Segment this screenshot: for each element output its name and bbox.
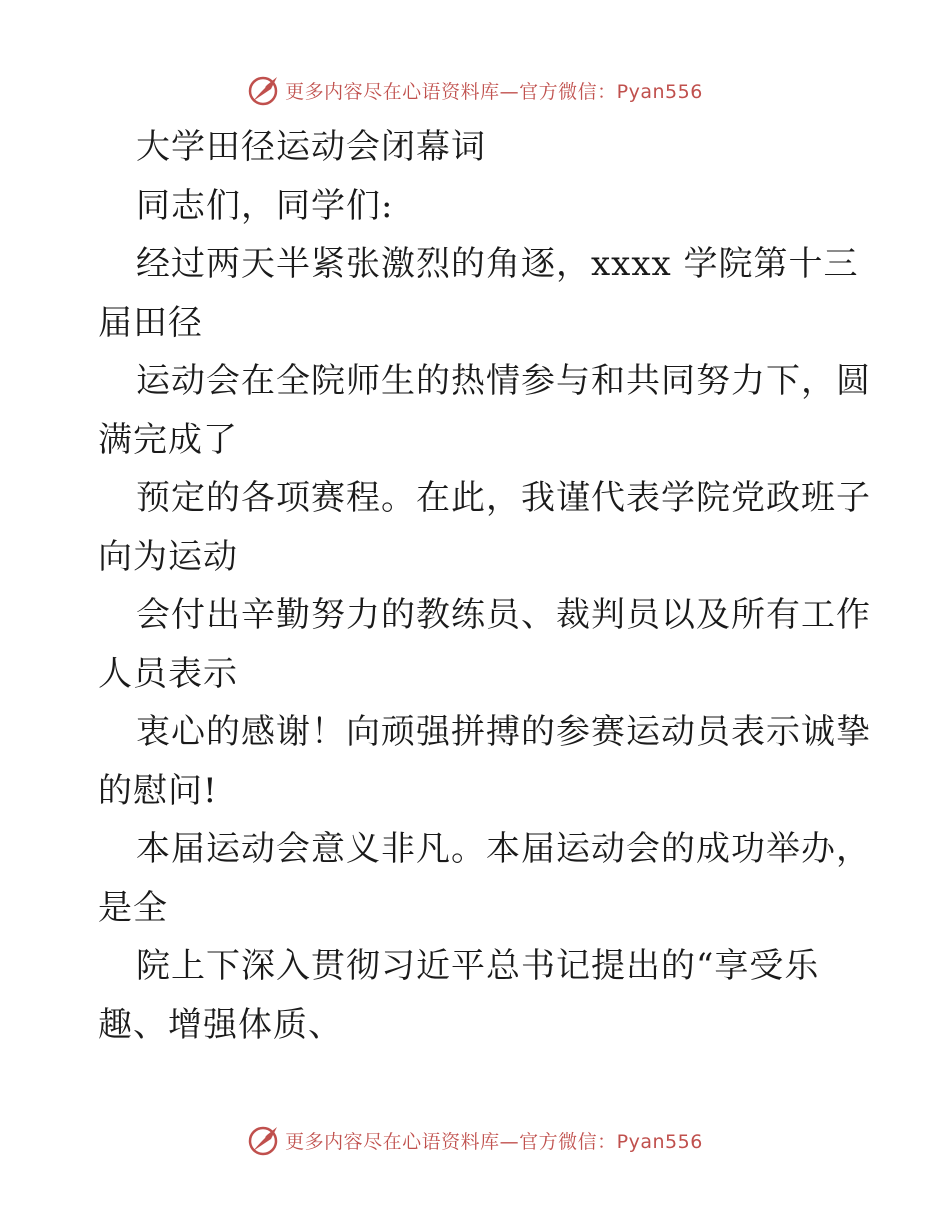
paragraph-line: 会付出辛勤努力的教练员、裁判员以及所有工作 <box>136 595 871 635</box>
paragraph-line: 趣、增强体质、 <box>98 1004 343 1045</box>
quill-pen-logo-icon <box>247 73 281 107</box>
header-banner <box>0 70 950 110</box>
document-title: 大学田径运动会闭幕词 <box>136 127 486 167</box>
banner-text: 更多内容尽在心语资料库—官方微信：Pyan556 <box>285 80 703 103</box>
paragraph-line: 满完成了 <box>98 419 238 460</box>
salutation: 同志们，同学们: <box>136 185 394 226</box>
paragraph-line: 是全 <box>98 887 168 928</box>
banner-text: 更多内容尽在心语资料库—官方微信：Pyan556 <box>285 1130 703 1153</box>
paragraph-line: 运动会在全院师生的热情参与和共同努力下，圆 <box>136 361 871 401</box>
paragraph-line: 预定的各项赛程。在此，我谨代表学院党政班子 <box>136 478 871 518</box>
paragraph-line: 院上下深入贯彻习近平总书记提出的“享受乐 <box>136 946 820 986</box>
paragraph-line: 向为运动 <box>98 536 238 577</box>
paragraph-line: 人员表示 <box>98 653 238 694</box>
paragraph-line: 经过两天半紧张激烈的角逐，xxxx 学院第十三 <box>136 244 859 284</box>
footer-banner <box>0 1120 950 1160</box>
paragraph-line: 的慰问! <box>98 770 218 811</box>
document-body <box>98 118 871 1054</box>
paragraph-line: 衷心的感谢！向顽强拼搏的参赛运动员表示诚挚 <box>136 712 871 752</box>
paragraph-line: 本届运动会意义非凡。本届运动会的成功举办， <box>136 829 871 869</box>
quill-pen-logo-icon <box>247 1123 281 1157</box>
paragraph-line: 届田径 <box>98 302 203 343</box>
